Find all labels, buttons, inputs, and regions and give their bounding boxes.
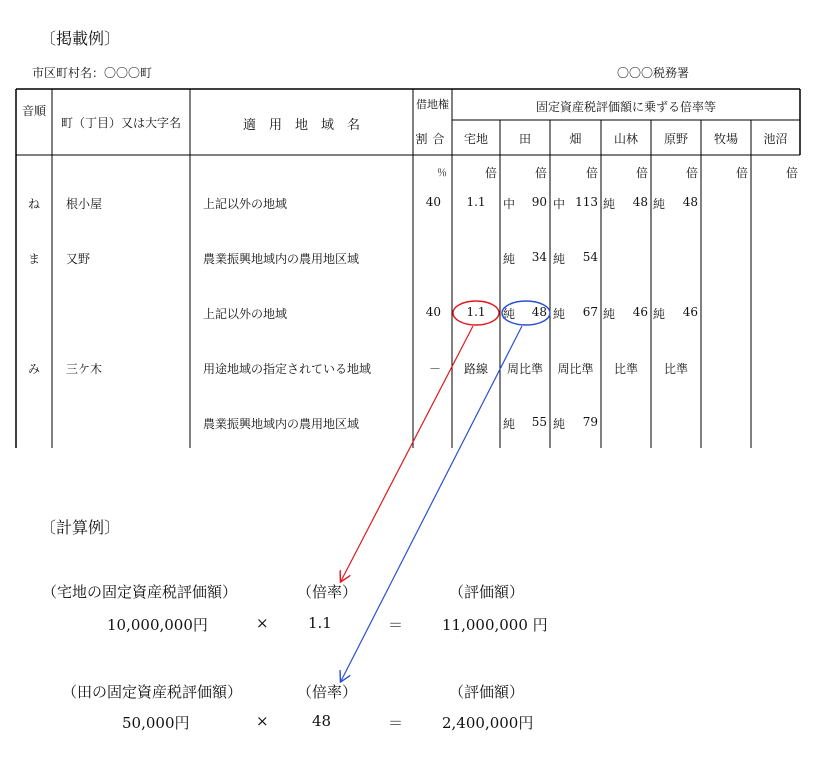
header-lease: 借地権 [416, 98, 449, 111]
header-area: 適 用 地 域 名 [242, 118, 360, 133]
header-col-sanrin: 山林 [613, 132, 638, 146]
row-area: 農業振興地域内の農用地区域 [203, 417, 360, 431]
row-ta-value: 55 [531, 415, 547, 429]
calc2-times: × [256, 712, 269, 730]
row-hata-prefix: 純 [553, 417, 566, 431]
unit-bai: 倍 [585, 166, 598, 180]
calc-heading: 〔計算例〕 [40, 518, 121, 537]
row-sanrin-prefix: 純 [603, 197, 616, 211]
row-sound: み [27, 362, 40, 376]
calc2-base-label: （田の固定資産税評価額） [62, 683, 243, 701]
calc2-result-label: （評価額） [449, 683, 525, 701]
unit-percent: ％ [437, 168, 447, 179]
municipality-label: 市区町村名：〇〇〇町 [32, 66, 153, 80]
row-hata-prefix: 純 [553, 307, 566, 321]
calc1-result: 11,000,000 円 [442, 616, 548, 634]
header-col-genya: 原野 [663, 132, 688, 146]
row-lease: 40 [425, 195, 441, 209]
header-col-bokujo: 牧場 [713, 132, 738, 146]
row-ta-full: 周比準 [506, 362, 543, 376]
header-lease-ratio: 割合 [415, 132, 450, 146]
row-genya-prefix: 純 [653, 197, 666, 211]
row-ta-prefix: 純 [503, 252, 516, 266]
row-hata-prefix: 純 [553, 252, 566, 266]
tax-office-label: 〇〇〇税務署 [617, 66, 690, 80]
row-sanrin-value: 46 [632, 305, 648, 319]
header-col-hata: 畑 [569, 132, 582, 146]
row-genya-value: 48 [682, 195, 698, 209]
row-area: 農業振興地域内の農用地区域 [203, 252, 360, 266]
row-ta-prefix: 純 [503, 417, 516, 431]
row-area: 上記以外の地域 [203, 197, 288, 211]
calc1-rate: 1.1 [308, 614, 332, 632]
row-ta-value: 48 [531, 305, 547, 319]
header-multiplier-title: 固定資産税評価額に乗ずる倍率等 [535, 100, 716, 114]
row-lease: 40 [425, 305, 441, 319]
row-ta-prefix: 純 [503, 307, 516, 321]
row-area: 用途地域の指定されている地域 [203, 362, 372, 376]
calc1-result-label: （評価額） [449, 583, 525, 601]
row-hata-value: 67 [582, 305, 598, 319]
highlight-circle-ta [502, 301, 550, 325]
row-genya-prefix: 純 [653, 307, 666, 321]
red-arrow [341, 326, 473, 581]
unit-bai: 倍 [534, 166, 547, 180]
example-heading: 〔掲載例〕 [40, 29, 121, 48]
calc2-rate-label: （倍率） [297, 683, 358, 701]
row-ta-prefix: 中 [503, 197, 516, 211]
unit-bai: 倍 [685, 166, 698, 180]
unit-bai: 倍 [635, 166, 648, 180]
row-hata-full: 周比準 [557, 362, 594, 376]
row-sanrin-value: 48 [632, 195, 648, 209]
unit-bai: 倍 [785, 166, 798, 180]
header-col-takuchi: 宅地 [463, 132, 488, 146]
calc2-result: 2,400,000円 [442, 714, 534, 732]
row-genya-full: 比準 [663, 362, 688, 376]
row-ta-value: 90 [531, 195, 547, 209]
row-hata-value: 54 [582, 250, 598, 264]
row-hata-prefix: 中 [553, 197, 566, 211]
row-hata-value: 79 [582, 415, 598, 429]
row-lease: － [428, 362, 441, 376]
unit-bai: 倍 [735, 166, 748, 180]
row-takuchi: 1.1 [466, 305, 486, 319]
row-hata-value: 113 [575, 195, 598, 209]
row-town: 三ケ木 [66, 362, 103, 376]
calc1-base-value: 10,000,000円 [107, 616, 208, 634]
header-sound-order: 音順 [21, 104, 46, 118]
calc1-equals: ＝ [388, 616, 404, 634]
row-sanrin-full: 比準 [613, 362, 638, 376]
row-ta-value: 34 [531, 250, 547, 264]
highlight-circle-takuchi [453, 301, 499, 325]
row-sound: ね [27, 197, 40, 211]
row-takuchi: 1.1 [466, 195, 486, 209]
row-area: 上記以外の地域 [203, 307, 288, 321]
row-sound: ま [27, 252, 40, 266]
calc2-base-value: 50,000円 [122, 714, 190, 732]
calc1-times: × [256, 614, 269, 632]
header-col-chisho: 池沼 [763, 132, 788, 146]
calc1-rate-label: （倍率） [297, 583, 358, 601]
calc2-rate: 48 [312, 712, 332, 730]
calc1-base-label: （宅地の固定資産税評価額） [42, 583, 238, 601]
row-town: 又野 [66, 252, 91, 266]
unit-bai: 倍 [484, 166, 497, 180]
row-genya-value: 46 [682, 305, 698, 319]
header-col-ta: 田 [518, 132, 531, 146]
header-town: 町（丁目）又は大字名 [60, 116, 181, 130]
row-sanrin-prefix: 純 [603, 307, 616, 321]
row-town: 根小屋 [66, 197, 103, 211]
row-takuchi: 路線 [463, 362, 488, 376]
calc2-equals: ＝ [388, 714, 404, 732]
